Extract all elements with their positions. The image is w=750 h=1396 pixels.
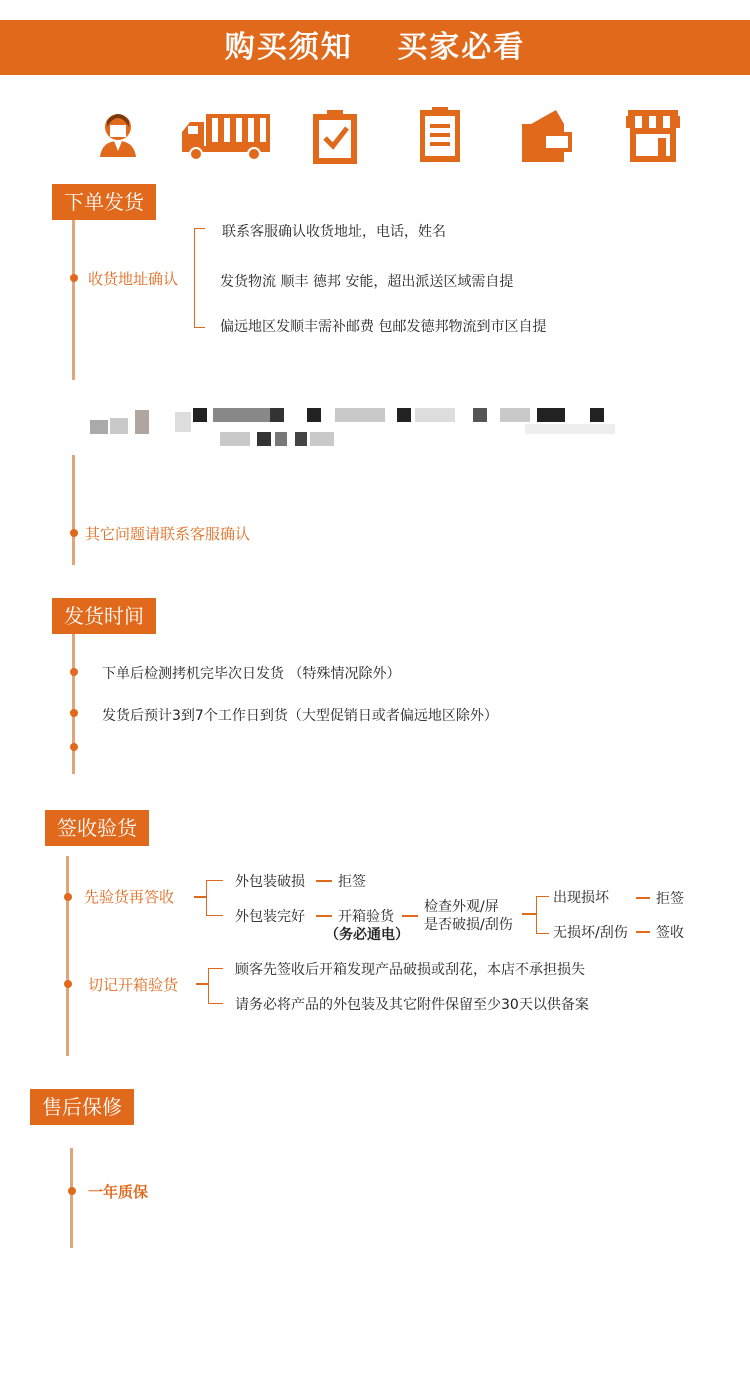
check-appearance-text: 检查外观/屏: [424, 899, 499, 915]
timeline-dot: [70, 529, 78, 537]
note-text: 顾客先签收后开箱发现产品破损或刮花，本店不承担损失: [235, 962, 585, 978]
banner-title-left: 购买须知: [224, 30, 353, 65]
bracket: [208, 968, 223, 1004]
list-item: 发货物流 顺丰 德邦 安能，超出派送区域需自提: [220, 274, 514, 290]
document-list-icon: [410, 104, 470, 164]
timeline-line: [70, 1148, 73, 1248]
timeline-dot: [70, 274, 78, 282]
damage-found-text: 出现损坏: [553, 890, 609, 906]
store-icon: [622, 106, 682, 166]
clipboard-check-icon: [305, 106, 365, 166]
no-damage-text: 无损坏/刮伤: [553, 925, 628, 941]
timeline-dot: [70, 743, 78, 751]
bracket: [194, 228, 205, 328]
note-text: 请务必将产品的外包装及其它附件保留至少30天以供备案: [235, 997, 589, 1013]
section-head-order-shipping: 下单发货: [52, 184, 156, 220]
timeline-dot: [68, 1187, 76, 1195]
reject-text: 拒签: [338, 874, 366, 890]
section-head-after-sales: 售后保修: [30, 1089, 134, 1125]
list-item: 发货后预计3到7个工作日到货（大型促销日或者偏远地区除外）: [102, 708, 498, 724]
reject-text: 拒签: [656, 891, 684, 907]
power-on-note: （务必通电）: [325, 927, 409, 943]
connector: [636, 897, 650, 899]
connector: [316, 915, 332, 917]
list-item: 下单后检测拷机完毕次日发货 （特殊情况除外）: [102, 666, 401, 682]
connector: [402, 915, 418, 917]
inspect-before-sign-label: 先验货再答收: [84, 888, 175, 906]
page-title-banner: [0, 20, 750, 75]
sign-text: 签收: [656, 925, 684, 941]
timeline-line: [66, 856, 69, 1056]
timeline-dot: [64, 893, 72, 901]
connector: [196, 983, 208, 985]
section-head-shipping-time: 发货时间: [52, 598, 156, 634]
other-issues-label: 其它问题请联系客服确认: [85, 525, 251, 543]
bracket: [206, 880, 223, 916]
timeline-dot: [70, 709, 78, 717]
timeline-line: [72, 634, 75, 774]
address-confirm-label: 收货地址确认: [88, 270, 179, 288]
truck-icon: [180, 110, 272, 162]
list-item: 偏远地区发顺丰需补邮费 包邮发德邦物流到市区自提: [220, 319, 547, 335]
open-inspect-text: 开箱验货: [338, 909, 394, 925]
banner-title-right: 买家必看: [397, 30, 526, 65]
bracket: [536, 896, 549, 934]
check-damage-text: 是否破损/刮伤: [424, 917, 513, 933]
timeline-line: [72, 455, 75, 565]
connector: [316, 880, 332, 882]
customer-service-icon: [88, 105, 148, 165]
package-intact-text: 外包装完好: [235, 909, 305, 925]
connector: [194, 896, 206, 898]
package-damaged-text: 外包装破损: [235, 874, 305, 890]
timeline-dot: [70, 668, 78, 676]
connector: [522, 913, 536, 915]
timeline-line: [72, 220, 75, 380]
wallet-icon: [516, 106, 576, 166]
timeline-dot: [64, 980, 72, 988]
section-head-receipt-inspection: 签收验货: [45, 810, 149, 846]
remember-open-label: 切记开箱验货: [88, 976, 179, 994]
connector: [636, 931, 650, 933]
redacted-pixelated-area: [75, 400, 620, 450]
warranty-text: 一年质保: [88, 1183, 149, 1201]
list-item: 联系客服确认收货地址，电话，姓名: [222, 224, 446, 240]
